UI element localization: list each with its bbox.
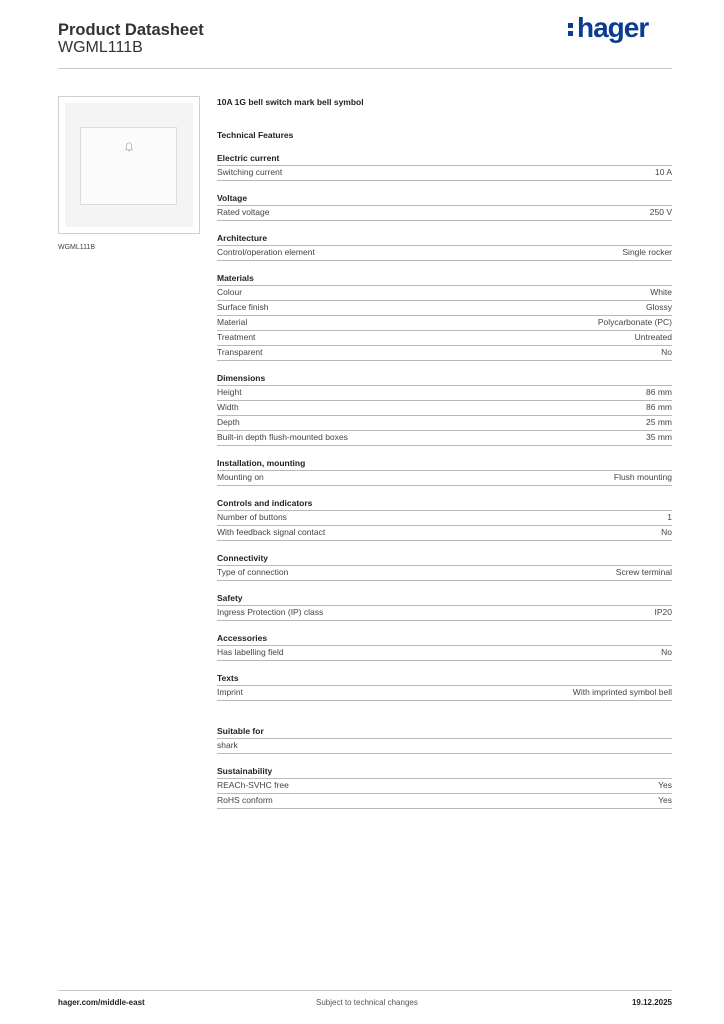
spec-label: REACh-SVHC free — [217, 780, 289, 790]
spec-label: Depth — [217, 417, 240, 427]
spec-section — [217, 498, 672, 541]
spec-value: 1 — [667, 512, 672, 522]
spec-label: With feedback signal contact — [217, 527, 326, 537]
footer-note: Subject to technical changes — [316, 998, 418, 1007]
spec-row — [217, 794, 672, 809]
spec-row — [217, 511, 672, 526]
section-title: Architecture — [217, 233, 672, 246]
spec-value: Yes — [658, 780, 672, 790]
section-title: Accessories — [217, 633, 672, 646]
spec-label: Type of connection — [217, 567, 289, 577]
footer-date: 19.12.2025 — [631, 998, 672, 1007]
spec-label: Treatment — [217, 332, 256, 342]
spec-label: Transparent — [217, 347, 263, 357]
spec-section — [217, 233, 672, 261]
spec-value: 25 mm — [646, 417, 672, 427]
section-title: Controls and indicators — [217, 498, 672, 511]
spec-label: RoHS conform — [217, 795, 273, 805]
spec-section — [217, 766, 672, 809]
spec-value: Flush mounting — [613, 472, 672, 482]
spec-label: Surface finish — [217, 302, 269, 312]
spec-section — [217, 373, 672, 446]
spec-section — [217, 193, 672, 221]
spec-value: Untreated — [634, 332, 672, 342]
spec-row — [217, 606, 672, 621]
section-title: Dimensions — [217, 373, 672, 386]
spec-row — [217, 166, 672, 181]
switch-plate — [65, 103, 193, 227]
spec-row — [217, 779, 672, 794]
spec-value: 86 mm — [646, 402, 672, 412]
spec-section — [217, 593, 672, 621]
spec-row — [217, 331, 672, 346]
spec-value: White — [650, 287, 672, 297]
spec-value: Single rocker — [622, 247, 672, 257]
product-title: 10A 1G bell switch mark bell symbol — [217, 97, 364, 107]
technical-features-title: Technical Features — [217, 130, 294, 140]
spec-content — [217, 96, 672, 809]
spec-section — [217, 673, 672, 701]
spec-value: 250 V — [649, 207, 672, 217]
hager-logo — [568, 14, 648, 42]
spec-label: Width — [217, 402, 239, 412]
spec-label: Colour — [217, 287, 243, 297]
spec-section — [217, 458, 672, 486]
spec-label: Switching current — [217, 167, 283, 177]
spec-section — [217, 273, 672, 361]
footer-divider — [58, 990, 672, 991]
spec-value: No — [661, 347, 672, 357]
page-title: Product Datasheet — [58, 21, 204, 39]
section-title: Suitable for — [217, 726, 672, 739]
bell-icon — [125, 142, 133, 152]
spec-row — [217, 386, 672, 401]
spec-label: Number of buttons — [217, 512, 287, 522]
spec-value: Glossy — [646, 302, 672, 312]
section-title: Voltage — [217, 193, 672, 206]
spec-row — [217, 246, 672, 261]
spec-label: Built-in depth flush-mounted boxes — [217, 432, 348, 442]
product-image — [58, 96, 200, 234]
spec-row — [217, 686, 672, 701]
spec-value: Yes — [658, 795, 672, 805]
spec-value: Polycarbonate (PC) — [597, 317, 672, 327]
spec-value: 10 A — [654, 167, 672, 177]
spec-value: No — [661, 647, 672, 657]
spec-value: 35 mm — [646, 432, 672, 442]
spec-row — [217, 646, 672, 661]
spec-section — [217, 553, 672, 581]
spec-label: Ingress Protection (IP) class — [217, 607, 324, 617]
spec-label: Rated voltage — [217, 207, 270, 217]
spec-label: Imprint — [217, 687, 243, 697]
section-title: Texts — [217, 673, 672, 686]
section-title: Installation, mounting — [217, 458, 672, 471]
spec-value: With imprinted symbol bell — [572, 687, 672, 697]
spec-row — [217, 566, 672, 581]
spec-row — [217, 346, 672, 361]
spec-label: Control/operation element — [217, 247, 315, 257]
spec-label: Height — [217, 387, 242, 397]
section-title: Connectivity — [217, 553, 672, 566]
spec-label: shark — [217, 740, 238, 750]
spec-value: IP20 — [654, 607, 672, 617]
switch-rocker — [80, 127, 177, 205]
spec-value: 86 mm — [646, 387, 672, 397]
spec-row — [217, 416, 672, 431]
spec-label: Mounting on — [217, 472, 264, 482]
spec-row — [217, 316, 672, 331]
spec-row — [217, 301, 672, 316]
spec-section — [217, 633, 672, 661]
section-title: Materials — [217, 273, 672, 286]
spec-label: Has labelling field — [217, 647, 284, 657]
spec-value: No — [661, 527, 672, 537]
header-divider — [58, 68, 672, 69]
spec-sections — [217, 153, 672, 809]
logo-dots-icon — [568, 17, 576, 37]
section-title: Safety — [217, 593, 672, 606]
spec-section — [217, 153, 672, 181]
spec-row — [217, 401, 672, 416]
spec-label: Material — [217, 317, 248, 327]
spec-row — [217, 471, 672, 486]
section-title: Electric current — [217, 153, 672, 166]
image-caption: WGML111B — [58, 244, 96, 251]
spec-row — [217, 431, 672, 446]
logo-text: hager — [577, 12, 649, 43]
spec-row — [217, 739, 672, 754]
spec-row — [217, 206, 672, 221]
product-code: WGML111B — [58, 39, 143, 56]
spec-row — [217, 286, 672, 301]
spec-value: Screw terminal — [615, 567, 672, 577]
footer-website[interactable]: hager.com/middle-east — [58, 998, 145, 1007]
section-title: Sustainability — [217, 766, 672, 779]
spec-row — [217, 526, 672, 541]
spec-section — [217, 726, 672, 754]
